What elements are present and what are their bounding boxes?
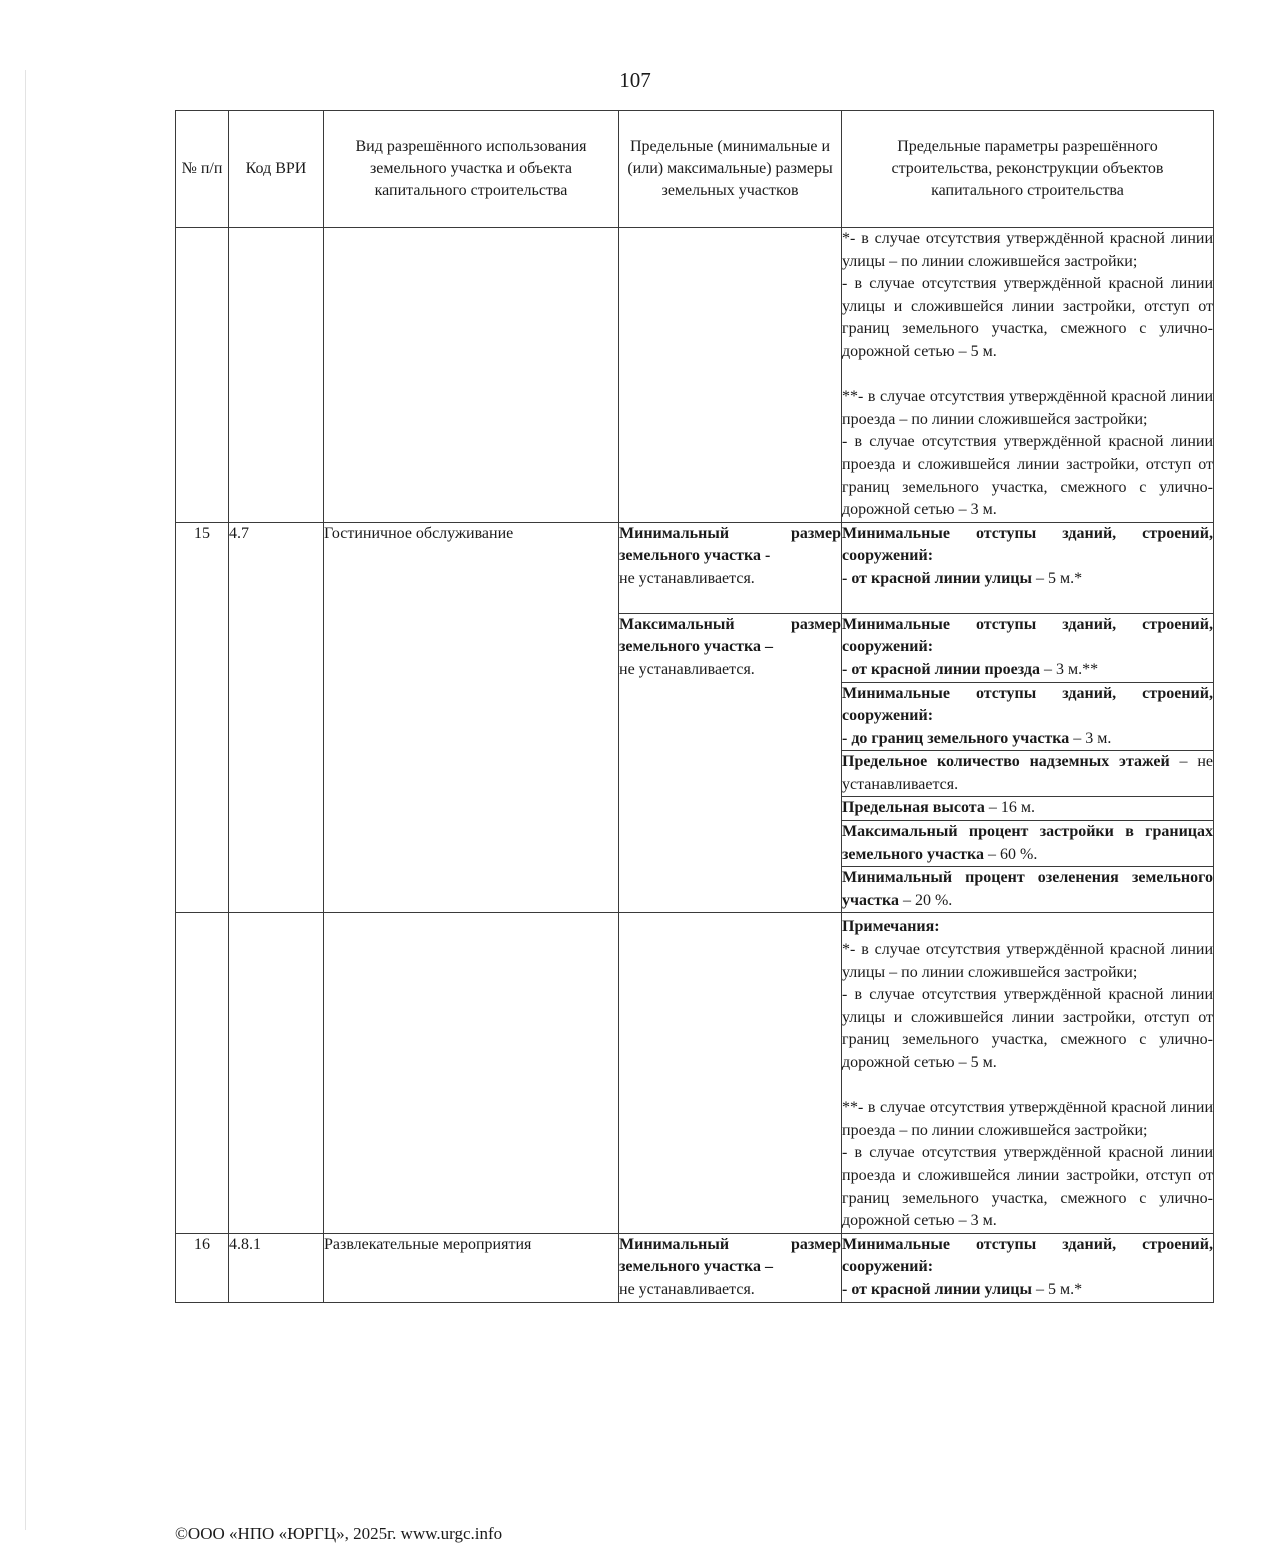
row16-p1-line: - от красной линии улицы [842,1280,1032,1298]
row15-p3-label: Минимальные отступы зданий, строений, сооружений: [842,684,1213,725]
row16-min-size-value: не устанавливается. [619,1280,755,1298]
row15-notes [842,913,1214,1233]
row15-param-build-percent [842,821,1214,867]
row15-p5-label: Предельная высота [842,799,985,817]
row15-p6-label: Максимальный процент застройки в границах земельного участка [842,823,1213,863]
row16-num: 16 [176,1233,229,1302]
row15-notes-code [229,913,324,1233]
note-drive-1: **- в случае отсутствия утверждённой красной линии проезда – по линии сложившейся застройки; [842,388,1213,428]
row15-param-street-setback [842,522,1214,613]
row15-p2-value: – 3 м.** [1039,660,1099,678]
header-vri: Вид разрешённого использования земельного участка и объекта капитального строительства [324,111,619,228]
note-street-1: *- в случае отсутствия утверждённой красной линии улицы – по линии сложившейся застройки; [842,941,1213,981]
scan-edge-line [25,70,26,1530]
row16-min-size-label: Минимальный размер земельного участка – [619,1235,841,1276]
row15-max-size [619,613,842,913]
row15-param-green-percent [842,867,1214,913]
row15-p3-value: – 3 м. [1069,729,1112,747]
header-code: Код ВРИ [229,111,324,228]
row15-notes-vri [324,913,619,1233]
row15-max-size-label: Максимальный размер земельного участка – [619,615,841,656]
row16-min-size [619,1233,842,1302]
row15-p2-label: Минимальные отступы зданий, строений, сооружений: [842,615,1213,656]
row15-param-border-setback [842,682,1214,751]
row15-p5-value: – 16 м. [984,799,1035,817]
note-drive-2: - в случае отсутствия утверждённой красной линии проезда и сложившейся линии застройки, отступ от границ земельного участка, смежного с улично-дорожной сетью – 3 м. [842,433,1213,519]
row15-p7-label: Минимальный процент озеленения земельного участка [842,869,1213,909]
row15-p1-line: - от красной линии улицы [842,569,1032,587]
continuation-row [176,228,1214,523]
row15-p2-line: - от красной линии проезда [842,660,1040,678]
copyright-footer: ©ООО «НПО «ЮРГЦ», 2025г. www.urgc.info [175,1524,503,1543]
row15-p3-line: - до границ земельного участка [842,729,1070,747]
note-drive-1: **- в случае отсутствия утверждённой красной линии проезда – по линии сложившейся застройки; [842,1099,1213,1139]
header-params: Предельные параметры разрешённого строительства, реконструкции объектов капитального строительства [842,111,1214,228]
row15-min-size [619,522,842,613]
row15-vri: Гостиничное обслуживание [324,522,619,913]
row15-p1-value: – 5 м.* [1032,569,1083,587]
row16-p1-label: Минимальные отступы зданий, строений, сооружений: [842,1235,1213,1276]
row15-notes-num [176,913,229,1233]
row16-p1-value: – 5 м.* [1032,1280,1083,1298]
row15-num: 15 [176,522,229,913]
row15-p1-label: Минимальные отступы зданий, строений, сооружений: [842,524,1213,565]
continuation-num [176,228,229,523]
row15-param-height [842,797,1214,821]
header-sizes: Предельные (минимальные и (или) максимальные) размеры земельных участков [619,111,842,228]
note-street-1: *- в случае отсутствия утверждённой красной линии улицы – по линии сложившейся застройки; [842,230,1213,270]
row15-max-size-value: не устанавливается. [619,660,755,678]
page-number: 107 [619,68,651,92]
continuation-sizes [619,228,842,523]
table-row-15 [176,522,1214,613]
row15-param-floors [842,751,1214,797]
row16-param-street-setback [842,1233,1214,1302]
row15-p7-value: – 20 %. [898,891,953,909]
notes-title: Примечания: [842,918,940,936]
row16-code: 4.8.1 [229,1233,324,1302]
row15-notes-size [619,913,842,1233]
header-num: № п/п [176,111,229,228]
row15-param-drive-setback [842,613,1214,682]
table-row-15-notes [176,913,1214,1233]
zoning-parameters-table [175,110,1214,1303]
row15-min-size-value: не устанавливается. [619,569,755,587]
row15-p4-label: Предельное количество надземных этажей [842,753,1170,771]
row15-p4-value: – не устанавливается. [842,753,1213,793]
row15-code: 4.7 [229,522,324,913]
note-street-2: - в случае отсутствия утверждённой красной линии улицы и сложившейся линии застройки, отступ от границ земельного участка, смежного с улично-дорожной сетью – 5 м. [842,275,1213,360]
row15-p6-value: – 60 %. [984,845,1038,863]
note-drive-2: - в случае отсутствия утверждённой красной линии проезда и сложившейся линии застройки, отступ от границ земельного участка, смежного с улично-дорожной сетью – 3 м. [842,1144,1213,1230]
continuation-code [229,228,324,523]
row15-min-size-label: Минимальный размер земельного участка - [619,524,841,565]
table-header-row [176,111,1214,228]
table-row-16 [176,1233,1214,1302]
continuation-notes [842,228,1214,523]
continuation-vri [324,228,619,523]
note-street-2: - в случае отсутствия утверждённой красной линии улицы и сложившейся линии застройки, отступ от границ земельного участка, смежного с улично-дорожной сетью – 5 м. [842,986,1213,1071]
row16-vri: Развлекательные мероприятия [324,1233,619,1302]
